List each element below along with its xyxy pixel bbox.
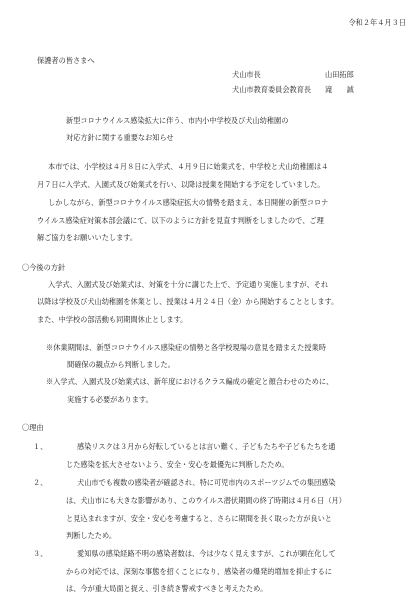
subject-line-2: 対応方針に関する重要なお知らせ <box>66 133 174 142</box>
subject-line-1: 新型コロナウイルス感染拡大に伴う、市内小中学校及び犬山幼稚園の <box>66 116 289 125</box>
policy-line: 以降は学校及び犬山幼稚園を休業とし、授業は４月２４日（金）から開始することとします。 <box>37 297 339 306</box>
reasons-heading: 〇理由 <box>22 423 44 432</box>
reason-line: 判断したため。 <box>66 531 117 540</box>
reason-line: は、今が重大局面と捉え、引き続き警戒すべきと考えたため。 <box>66 584 268 593</box>
reason-line: じた感染を拡大させないよう、安全・安心を最優先に判断したため。 <box>66 460 289 469</box>
reason-line: 犬山市でも複数の感染者が確認され、特に可児市内のスポーツジムでの集団感染 <box>77 478 336 487</box>
sender-mayor-name: 山田拓郎 <box>325 70 354 79</box>
intro-line: ウイルス感染症対策本部会議にて、以下のように方針を見直す判断をしましたので、ご理 <box>37 216 324 225</box>
note-line: 間確保の観点から判断しました。 <box>67 360 175 369</box>
addressee: 保護者の皆さまへ <box>37 56 95 65</box>
reason-line: 感染リスクは３月から好転しているとは言い難く、子どもたちや子どもたちを通 <box>77 442 336 451</box>
reason-number: ３、 <box>33 549 48 558</box>
reason-line: からの対応では、深刻な事態を招くことになり、感染者の爆発的増加を抑止するに <box>66 567 332 576</box>
policy-line: また、中学校の部活動も同期間休止とします。 <box>37 315 188 324</box>
policy-heading: 〇今後の方針 <box>22 263 66 272</box>
note-line: 実施する必要があります。 <box>67 395 153 404</box>
sender-mayor-title: 犬山市長 <box>232 70 261 79</box>
reason-line: は、犬山市にも大きな影響があり、このウイルス潜伏期間の終了時期は４月６日（月） <box>66 496 346 505</box>
note-line: ※入学式、入園式及び始業式は、新年度におけるクラス編成の確定と顔合わせのために、 <box>46 377 334 386</box>
intro-line: 本市では、小学校は４月８日に入学式、４月９日に始業式を、中学校と犬山幼稚園は４ <box>48 162 329 171</box>
sender-superintendent-title: 犬山市教育委員会教育長 <box>232 85 312 94</box>
intro-line: しかしながら、新型コロナウイルス感染症拡大の情勢を踏まえ、本日開催の新型コロナ <box>48 198 329 207</box>
intro-line: 解ご協力をお願いいたします。 <box>37 233 138 242</box>
sender-superintendent-name: 滝 誠 <box>325 85 354 94</box>
policy-line: 入学式、入園式及び始業式は、対策を十分に講じた上で、予定通り実施しますが、それ <box>48 280 329 289</box>
reason-number: １、 <box>33 442 48 451</box>
intro-line: 月７日に入学式、入園式及び始業式を行い、以降は授業を開始する予定をしていました。 <box>37 180 325 189</box>
reason-line: 愛知県の感染経路不明の感染者数は、今は少なく見えますが、これが顕在化して <box>77 549 336 558</box>
date: 令和２年４月３日 <box>348 18 406 27</box>
reason-number: ２、 <box>33 478 48 487</box>
note-line: ※休業期間は、新型コロナウイルス感染症の情勢と各学校現場の意見を踏まえた授業時 <box>46 343 326 352</box>
reason-line: と見込まれますが、安全・安心を考慮すると、さらに期間を長く取った方が良いと <box>66 514 332 523</box>
